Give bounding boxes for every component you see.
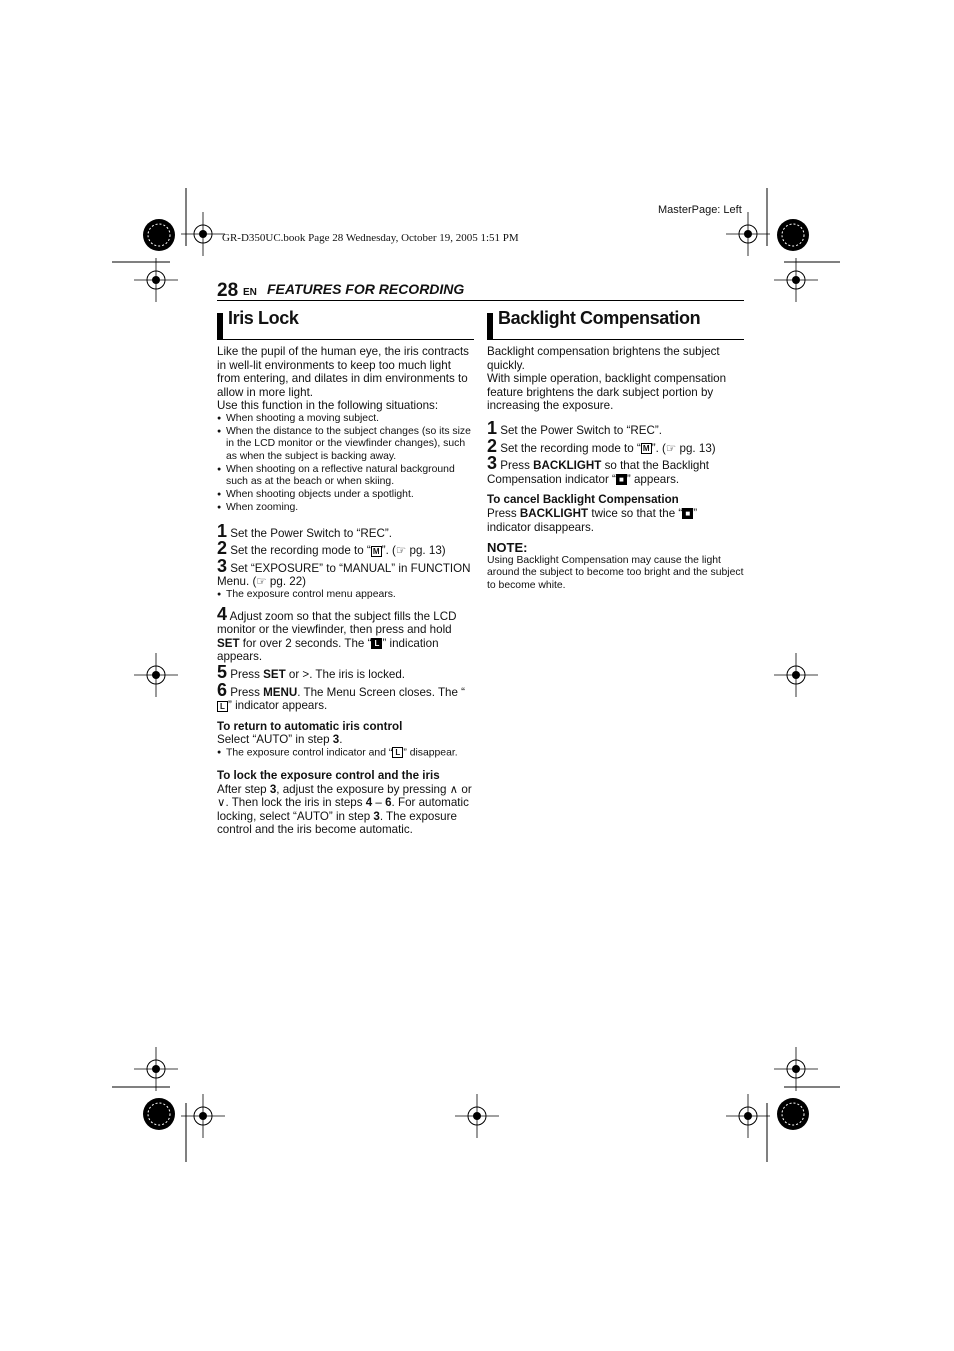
iris-situations	[217, 413, 474, 515]
backlight-p1: Backlight compensation brightens the subject quickly.	[487, 345, 720, 372]
list-item: ● The exposure control menu appears.	[217, 589, 474, 602]
list-item: ● When the distance to the subject changes (so its size in the LCD monitor or the viewfinder changes), such as when the subject is backing away.	[217, 426, 474, 464]
return-auto-text: Select “AUTO” in step 3.	[217, 733, 343, 747]
iris-lock-column	[217, 308, 474, 837]
list-item: ● When zooming.	[217, 502, 474, 515]
section-title: FEATURES FOR RECORDING	[267, 281, 465, 297]
iris-lock-heading	[217, 308, 474, 340]
iris-step-5: 5 Press SET or >. The iris is locked.	[217, 662, 405, 683]
backlight-step-3: 3 Press BACKLIGHT so that the Backlight Compensation indicator “ ■ ” appears.	[487, 453, 710, 486]
master-page-label: MasterPage: Left	[658, 204, 742, 216]
list-item: ● When shooting objects under a spotlight.	[217, 489, 474, 502]
cancel-backlight-title: To cancel Backlight Compensation	[487, 493, 679, 507]
backlight-indicator-icon: ■	[616, 474, 627, 485]
backlight-heading	[487, 308, 744, 340]
iris-use: Use this function in the following situations:	[217, 399, 439, 413]
heading-bar	[217, 313, 223, 340]
manual-mode-icon: M	[641, 443, 652, 454]
lock-exposure-title: To lock the exposure control and the iris	[217, 768, 440, 782]
iris-step-2: 2 Set the recording mode to “ M ”. (☞ pg. 13)	[217, 538, 446, 559]
page-number: 28	[217, 280, 239, 301]
iris-intro: Like the pupil of the human eye, the iris contracts in well-lit environments to keep too much light from entering, and dilates in dim environments to allow in more light.	[217, 345, 469, 399]
iris-step-6: 6 Press MENU. The Menu Screen closes. The “L ” indicator appears.	[217, 679, 466, 713]
note-text: Using Backlight Compensation may cause the light around the subject to become too bright and the subject to become white.	[487, 554, 744, 592]
backlight-title: Backlight Compensation	[498, 308, 701, 328]
backlight-p2: With simple operation, backlight compensation feature brightens the dark subject portion by increasing the exposure.	[487, 372, 727, 413]
iris-lock-title: Iris Lock	[228, 308, 299, 328]
file-slug: GR-D350UC.book Page 28 Wednesday, October 19, 2005 1:51 PM	[222, 232, 519, 244]
list-item: ● When shooting a moving subject.	[217, 413, 474, 426]
list-item: ● The exposure control indicator and “ L ” disappear.	[217, 747, 474, 760]
cancel-backlight-text: Press BACKLIGHT twice so that the “ ■ ” indicator disappears.	[487, 506, 698, 534]
lock-indicator-icon: L	[217, 701, 228, 712]
iris-step-1: 1 Set the Power Switch to “REC”.	[217, 520, 392, 541]
language-tag: EN	[243, 287, 257, 298]
backlight-column	[487, 308, 744, 593]
lock-indicator-icon: L	[392, 747, 403, 758]
return-auto-title: To return to automatic iris control	[217, 719, 403, 733]
lock-exposure-text: After step 3, adjust the exposure by pressing ∧ or ∨. Then lock the iris in steps 4 – 6. For automatic locking, select “AUTO” in step 3. The exposure control and the iris become automatic.	[217, 782, 472, 837]
lock-indicator-icon: L	[371, 638, 382, 649]
manual-mode-icon: M	[371, 546, 382, 557]
backlight-step-1: 1 Set the Power Switch to “REC”.	[487, 417, 662, 438]
iris-step-3: 3 Set “EXPOSURE” to “MANUAL” in FUNCTION Menu. (☞ pg. 22)	[217, 555, 471, 589]
backlight-step-2: 2 Set the recording mode to “ M ”. (☞ pg. 13)	[487, 435, 716, 456]
page-header	[217, 280, 744, 301]
list-item: ● When shooting on a reflective natural background such as at the beach or when skiing.	[217, 464, 474, 489]
backlight-indicator-icon: ■	[682, 508, 693, 519]
heading-bar	[487, 313, 493, 340]
note-title: NOTE:	[487, 540, 528, 556]
iris-step-4: 4 Adjust zoom so that the subject fills the LCD monitor or the viewfinder, then press and hold SET for over 2 seconds. The “ L ” indication appears.	[217, 603, 457, 664]
